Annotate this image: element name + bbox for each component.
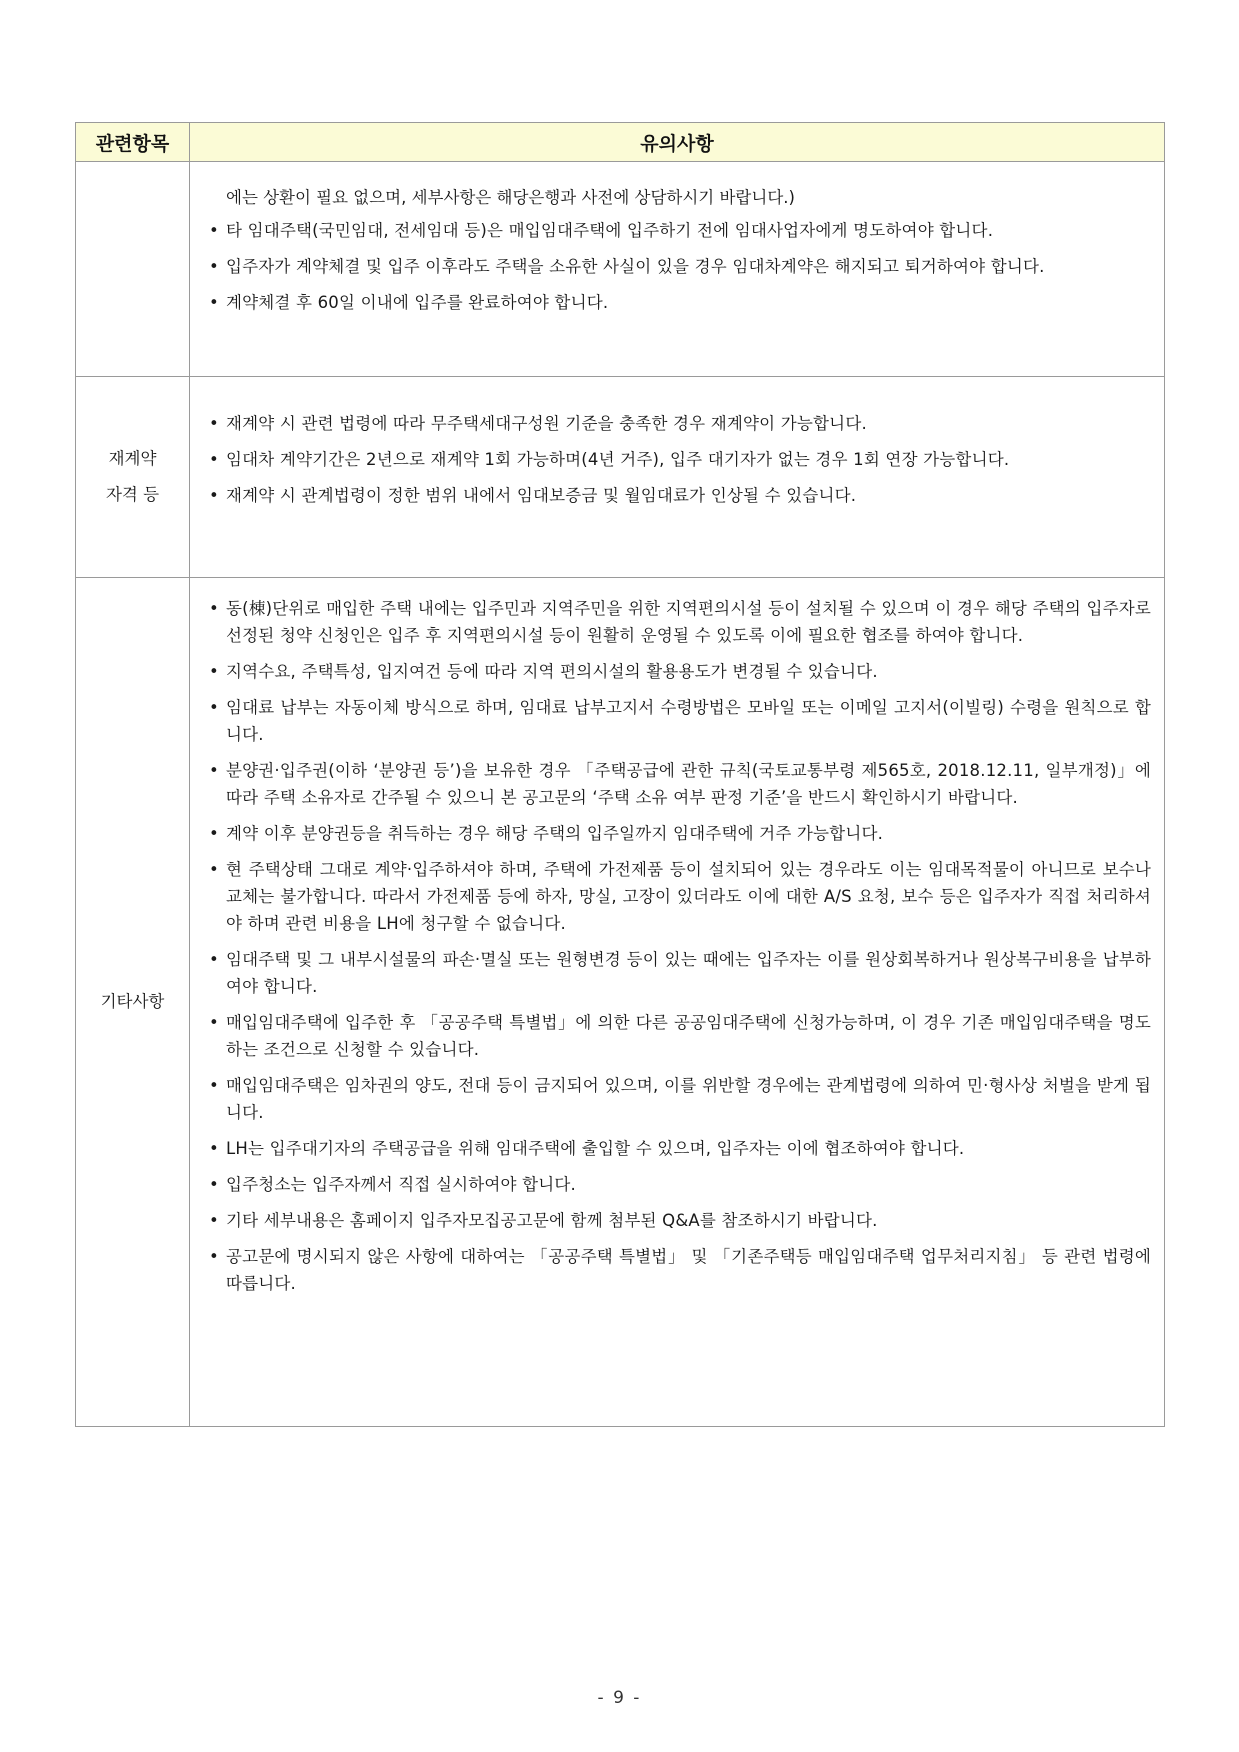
list-item (200, 289, 1151, 316)
list-item-text: 계약 이후 분양권등을 취득하는 경우 해당 주택의 입주일까지 임대주택에 거주 가능합니다. (226, 824, 884, 843)
page-number: - 9 - (597, 1688, 642, 1708)
header-notes: 유의사항 (190, 123, 1165, 162)
list-item-text: 매입임대주택에 입주한 후 「공공주택 특별법」에 의한 다른 공공임대주택에 신청가능하며, 이 경우 기존 매입임대주택을 명도하는 조건으로 신청할 수 있습니다. (226, 1013, 1151, 1059)
table-row (76, 578, 1165, 1427)
bullet-icon: • (209, 860, 219, 879)
bullet-list (200, 410, 1151, 509)
list-item-text: 임대료 납부는 자동이체 방식으로 하며, 임대료 납부고지서 수령방법은 모바일 또는 이메일 고지서(이빌링) 수령을 원칙으로 합니다. (226, 698, 1151, 744)
list-item-text: 임대차 계약기간은 2년으로 재계약 1회 가능하며(4년 거주), 입주 대기자가 없는 경우 1회 연장 가능합니다. (226, 450, 1010, 469)
list-item (200, 410, 1151, 437)
list-item (200, 856, 1151, 937)
list-item (200, 1135, 1151, 1162)
list-item-text: 재계약 시 관계법령이 정한 범위 내에서 임대보증금 및 월임대료가 인상될 수 있습니다. (226, 486, 857, 505)
bullet-icon: • (209, 293, 219, 312)
bullet-icon: • (209, 824, 219, 843)
bullet-icon: • (209, 1211, 219, 1230)
list-item-text: 매입임대주택은 임차권의 양도, 전대 등이 금지되어 있으며, 이를 위반할 경우에는 관계법령에 의하여 민·형사상 처벌을 받게 됩니다. (226, 1076, 1151, 1122)
list-item (200, 820, 1151, 847)
item-cell-recontract (76, 377, 190, 578)
list-item (200, 757, 1151, 811)
bullet-icon: • (209, 1247, 219, 1266)
list-item (200, 694, 1151, 748)
header-related-item: 관련항목 (76, 123, 190, 162)
list-item (200, 1207, 1151, 1234)
bullet-icon: • (209, 761, 219, 780)
table-row (76, 162, 1165, 377)
list-item (200, 217, 1151, 244)
bullet-icon: • (209, 950, 219, 969)
bullet-icon: • (209, 450, 219, 469)
list-item (200, 1072, 1151, 1126)
table-header-row (76, 123, 1165, 162)
list-item-text: 타 임대주택(국민임대, 전세임대 등)은 매입임대주택에 입주하기 전에 임대사업자에게 명도하여야 합니다. (226, 221, 994, 240)
list-item (200, 1243, 1151, 1297)
item-label-line: 재계약 (108, 449, 157, 468)
notes-cell (190, 162, 1165, 377)
list-item (200, 446, 1151, 473)
list-item-text: 현 주택상태 그대로 계약·입주하셔야 하며, 주택에 가전제품 등이 설치되어 있는 경우라도 이는 임대목적물이 아니므로 보수나 교체는 불가합니다. 따라서 가전제품 등에 하자, 망실, 고장이 있더라도 이에 대한 A/S 요청, 보수 등은 입주자가 직접 처리하셔야 하며 관련 비용을 LH에 청구할 수 없습니다. (226, 860, 1151, 933)
list-item-text: 분양권·입주권(이하 ‘분양권 등’)을 보유한 경우 「주택공급에 관한 규칙(국토교통부령 제565호, 2018.12.11, 일부개정)」에 따라 주택 소유자로 간주될 수 있으니 본 공고문의 ‘주택 소유 여부 판정 기준’을 반드시 확인하시기 바랍니다. (226, 761, 1151, 807)
list-item-text: 지역수요, 주택특성, 입지여건 등에 따라 지역 편의시설의 활용용도가 변경될 수 있습니다. (226, 662, 878, 681)
list-item (200, 1009, 1151, 1063)
item-cell-other: 기타사항 (76, 578, 190, 1427)
bullet-icon: • (209, 486, 219, 505)
list-item-text: LH는 입주대기자의 주택공급을 위해 임대주택에 출입할 수 있으며, 입주자는 이에 협조하여야 합니다. (226, 1139, 965, 1158)
bullet-icon: • (209, 257, 219, 276)
notes-cell (190, 578, 1165, 1427)
list-item (200, 946, 1151, 1000)
bullet-icon: • (209, 1076, 219, 1095)
list-item-text: 계약체결 후 60일 이내에 입주를 완료하여야 합니다. (226, 293, 609, 312)
notice-table (75, 122, 1165, 1427)
list-item (200, 1171, 1151, 1198)
bullet-icon: • (209, 414, 219, 433)
notes-cell (190, 377, 1165, 578)
list-item (200, 482, 1151, 509)
bullet-icon: • (209, 698, 219, 717)
list-item-text: 기타 세부내용은 홈페이지 입주자모집공고문에 함께 첨부된 Q&A를 참조하시기 바랍니다. (226, 1211, 878, 1230)
list-item (200, 595, 1151, 649)
list-item-text: 입주자가 계약체결 및 입주 이후라도 주택을 소유한 사실이 있을 경우 임대차계약은 해지되고 퇴거하여야 합니다. (226, 257, 1045, 276)
item-label-line: 자격 등 (105, 485, 160, 504)
list-item-text: 입주청소는 입주자께서 직접 실시하여야 합니다. (226, 1175, 577, 1194)
list-item-text: 동(棟)단위로 매입한 주택 내에는 입주민과 지역주민을 위한 지역편의시설 등이 설치될 수 있으며 이 경우 해당 주택의 입주자로 선정된 청약 신청인은 입주 후 지역편의시설 등이 원활히 운영될 수 있도록 이에 필요한 협조를 하여야 합니다. (226, 599, 1151, 645)
item-cell-empty (76, 162, 190, 377)
bullet-icon: • (209, 221, 219, 240)
bullet-icon: • (209, 1013, 219, 1032)
bullet-icon: • (209, 1175, 219, 1194)
bullet-icon: • (209, 662, 219, 681)
continuation-text: 에는 상환이 필요 없으며, 세부사항은 해당은행과 사전에 상담하시기 바랍니다.) (226, 188, 795, 207)
bullet-icon: • (209, 599, 219, 618)
bullet-list (200, 217, 1151, 316)
list-item (200, 658, 1151, 685)
list-item-text: 임대주택 및 그 내부시설물의 파손·멸실 또는 원형변경 등이 있는 때에는 입주자는 이를 원상회복하거나 원상복구비용을 납부하여야 합니다. (226, 950, 1151, 996)
bullet-list (200, 595, 1151, 1297)
bullet-icon: • (209, 1139, 219, 1158)
list-item (200, 253, 1151, 280)
list-item-text: 공고문에 명시되지 않은 사항에 대하여는 「공공주택 특별법」 및 「기존주택등 매입임대주택 업무처리지침」 등 관련 법령에 따릅니다. (226, 1247, 1151, 1293)
list-item-text: 재계약 시 관련 법령에 따라 무주택세대구성원 기준을 충족한 경우 재계약이 가능합니다. (226, 414, 867, 433)
table-row (76, 377, 1165, 578)
